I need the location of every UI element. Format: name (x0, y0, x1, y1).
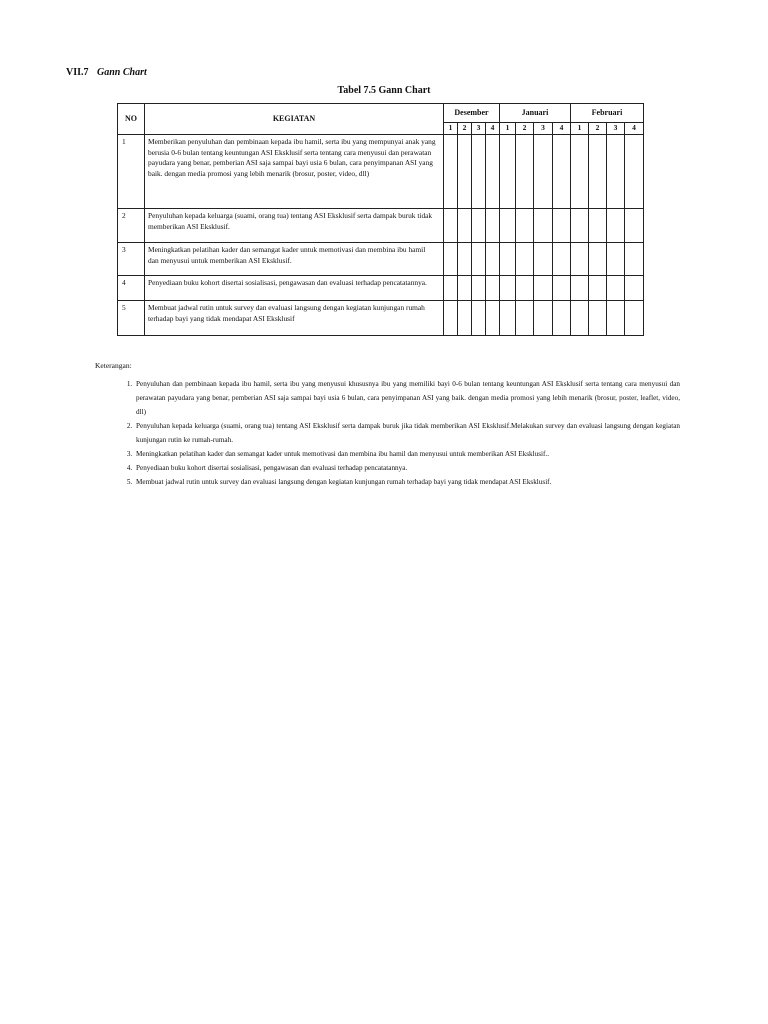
week-cell (534, 209, 553, 243)
month-header: Februari (571, 104, 644, 123)
week-cell (516, 243, 534, 276)
week-cell (458, 209, 472, 243)
week-cell (607, 209, 625, 243)
week-header: 3 (607, 123, 625, 135)
table-row (118, 209, 644, 243)
activity-cell: Meningkatkan pelatihan kader dan semangat kader untuk memotivasi dan membina ibu hamil dan menyusui untuk memberikan ASI Eksklusif. (145, 243, 444, 276)
week-cell (589, 301, 607, 336)
week-header: 2 (589, 123, 607, 135)
week-cell (625, 301, 644, 336)
week-cell (607, 276, 625, 301)
month-header: Desember (444, 104, 500, 123)
note-item: 5. Membuat jadwal rutin untuk survey dan evaluasi langsung dengan kegiatan kunjungan rumah terhadap bayi yang tidak mendapat ASI Eksklusif. (134, 475, 680, 489)
note-item: 1. Penyuluhan dan pembinaan kepada ibu hamil, serta ibu yang menyusui khususnya ibu yang memiliki bayi 0-6 bulan tentang keuntungan ASI Eksklusif serta tentang cara menyusui dan perawatan payudara yang benar, pemberian ASI saja sampai bayi usia 6 bulan, cara penyimpanan ASI yang baik. dengan media promosi yang lebih menarik (brosur, poster, leaflet, video, dll) (134, 377, 680, 419)
gantt-table (117, 103, 644, 336)
week-cell (486, 243, 500, 276)
week-header: 1 (444, 123, 458, 135)
row-number: 5 (118, 301, 145, 336)
week-cell (516, 301, 534, 336)
activity-cell: Memberikan penyuluhan dan pembinaan kepada ibu hamil, serta ibu yang mempunyai anak yang berusia 0-6 bulan tentang keuntungan ASI Eksklusif serta tentang cara menyusui dan perawatan payudara yang benar, pemberian ASI saja sampai bayi usia 6 bulan, cara penyimpanan ASI yang baik. dengan media promosi yang lebih menarik (brosur, poster, video, dll) (145, 135, 444, 209)
section-number: VII.7 (66, 67, 89, 78)
week-cell (458, 135, 472, 209)
week-cell (625, 209, 644, 243)
week-cell (553, 243, 571, 276)
week-cell (589, 243, 607, 276)
week-header: 3 (534, 123, 553, 135)
week-header: 2 (516, 123, 534, 135)
table-row (118, 301, 644, 336)
week-cell (589, 135, 607, 209)
note-item: 2. Penyuluhan kepada keluarga (suami, orang tua) tentang ASI Eksklusif serta dampak buruk jika tidak memberikan ASI Eksklusif.Melakukan survey dan evaluasi langsung dengan kegiatan kunjungan rutin ke rumah-rumah. (134, 419, 680, 447)
week-cell (486, 209, 500, 243)
week-header: 4 (486, 123, 500, 135)
week-cell (472, 243, 486, 276)
header-no: NO (118, 104, 145, 135)
week-cell (500, 135, 516, 209)
week-cell (553, 135, 571, 209)
note-item: 4. Penyediaan buku kohort disertai sosialisasi, pengawasan dan evaluasi terhadap pencatatannya. (134, 461, 680, 475)
week-cell (444, 243, 458, 276)
week-cell (500, 276, 516, 301)
section-heading (66, 67, 147, 78)
activity-cell: Membuat jadwal rutin untuk survey dan evaluasi langsung dengan kegiatan kunjungan rumah terhadap bayi yang tidak mendapat ASI Eksklusif (145, 301, 444, 336)
week-header: 4 (553, 123, 571, 135)
week-cell (534, 135, 553, 209)
week-cell (607, 135, 625, 209)
week-cell (458, 301, 472, 336)
week-cell (607, 243, 625, 276)
week-cell (444, 276, 458, 301)
week-header: 4 (625, 123, 644, 135)
table-row (118, 243, 644, 276)
week-cell (516, 135, 534, 209)
week-cell (472, 276, 486, 301)
week-cell (534, 301, 553, 336)
week-cell (571, 135, 589, 209)
week-header: 3 (472, 123, 486, 135)
week-cell (589, 209, 607, 243)
week-cell (486, 135, 500, 209)
week-cell (571, 243, 589, 276)
week-cell (625, 243, 644, 276)
week-cell (444, 135, 458, 209)
notes-list (118, 377, 680, 489)
week-cell (472, 209, 486, 243)
table-caption: Tabel 7.5 Gann Chart (337, 85, 431, 96)
week-cell (571, 209, 589, 243)
row-number: 2 (118, 209, 145, 243)
week-cell (553, 301, 571, 336)
week-cell (571, 276, 589, 301)
row-number: 3 (118, 243, 145, 276)
week-cell (458, 243, 472, 276)
week-header: 1 (571, 123, 589, 135)
week-cell (534, 276, 553, 301)
week-cell (444, 301, 458, 336)
week-header: 1 (500, 123, 516, 135)
week-cell (625, 276, 644, 301)
activity-cell: Penyuluhan kepada keluarga (suami, orang tua) tentang ASI Eksklusif serta dampak buruk tidak memberikan ASI Eksklusif. (145, 209, 444, 243)
week-cell (472, 301, 486, 336)
row-number: 1 (118, 135, 145, 209)
table-row (118, 135, 644, 209)
week-cell (516, 209, 534, 243)
week-cell (553, 276, 571, 301)
week-cell (500, 301, 516, 336)
week-cell (500, 243, 516, 276)
week-cell (571, 301, 589, 336)
week-cell (534, 243, 553, 276)
month-header: Januari (500, 104, 571, 123)
week-cell (444, 209, 458, 243)
row-number: 4 (118, 276, 145, 301)
week-cell (553, 209, 571, 243)
table-row (118, 276, 644, 301)
note-item: 3. Meningkatkan pelatihan kader dan semangat kader untuk memotivasi dan membina ibu hamil dan menyusui untuk memberikan ASI Eksklusif.. (134, 447, 680, 461)
week-cell (500, 209, 516, 243)
week-cell (607, 301, 625, 336)
section-title: Gann Chart (97, 67, 147, 78)
week-cell (516, 276, 534, 301)
week-cell (486, 301, 500, 336)
week-cell (589, 276, 607, 301)
notes-label: Keterangan: (95, 361, 132, 370)
activity-cell: Penyediaan buku kohort disertai sosialisasi, pengawasan dan evaluasi terhadap pencatatannya. (145, 276, 444, 301)
week-cell (486, 276, 500, 301)
week-cell (472, 135, 486, 209)
header-activity: KEGIATAN (145, 104, 444, 135)
week-cell (458, 276, 472, 301)
week-cell (625, 135, 644, 209)
week-header: 2 (458, 123, 472, 135)
